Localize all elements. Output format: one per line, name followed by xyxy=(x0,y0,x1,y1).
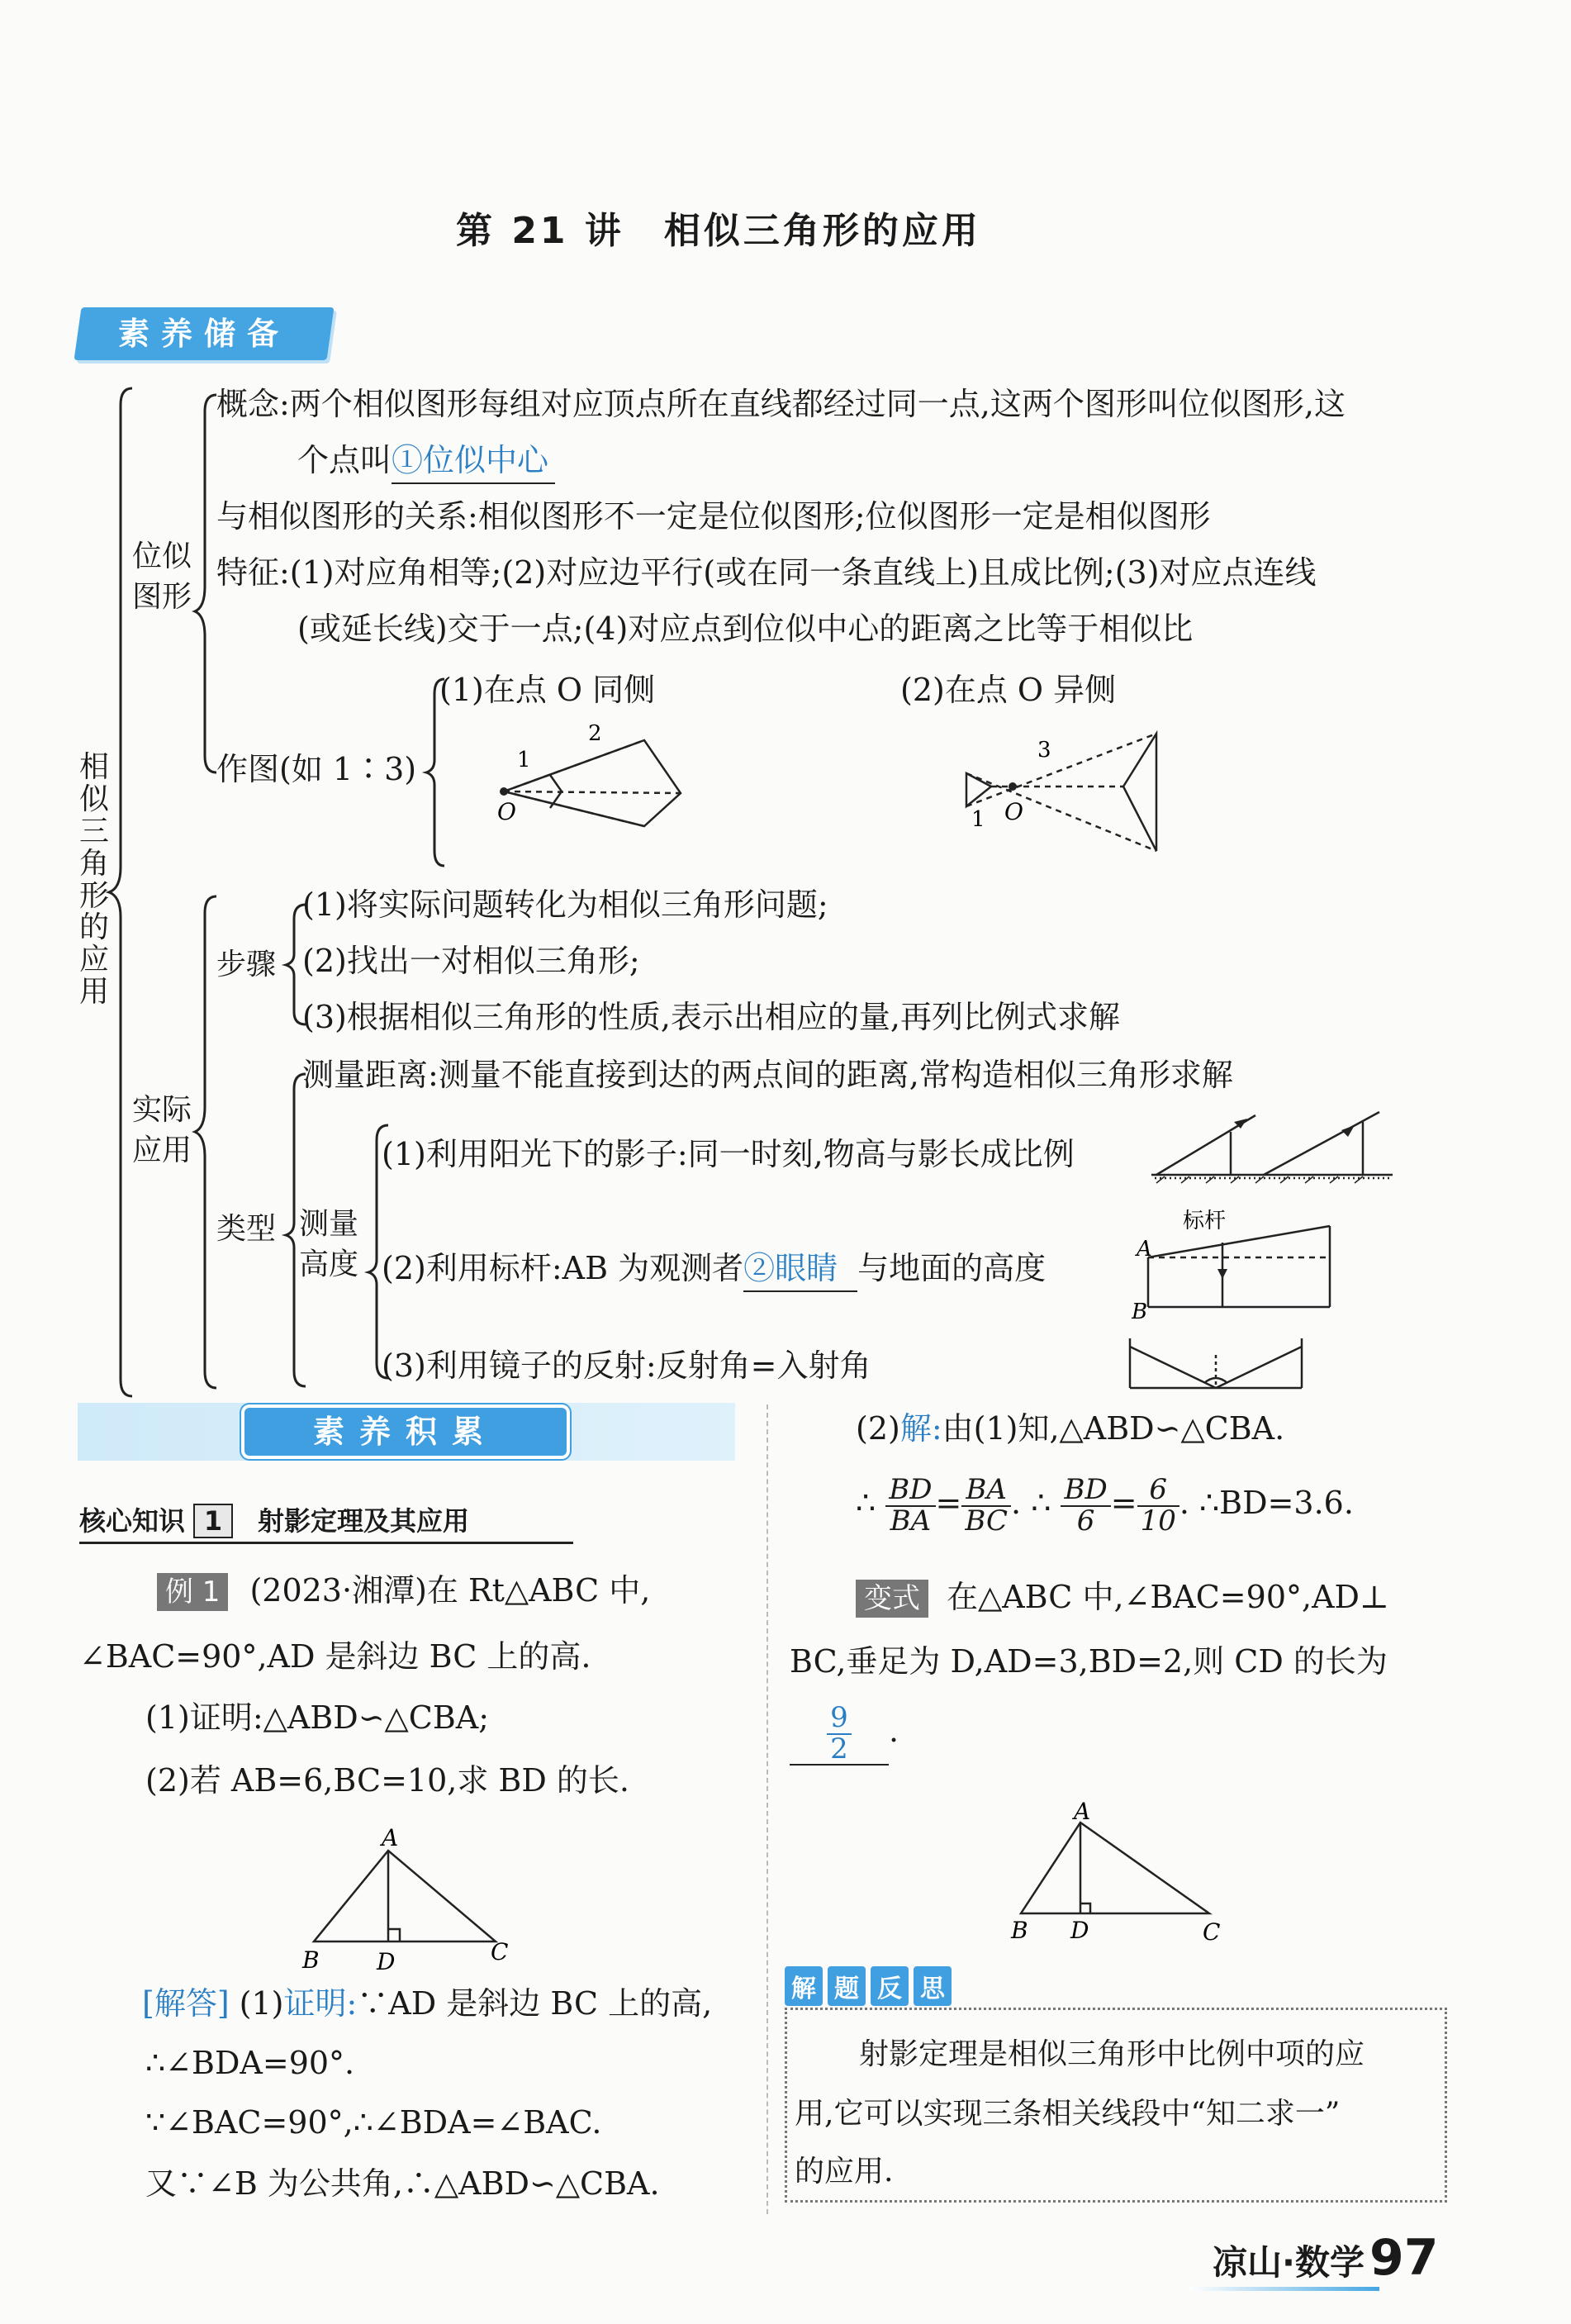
variant-figure xyxy=(999,1801,1239,1941)
answer-2-equation: ∴ $\frac{BD}{BA}$ = $\frac{BA}{BC}$ . ∴ $\frac{BD}{6}$ = $\frac{6}{10}$ . ∴BD=3.6. xyxy=(856,1473,1354,1537)
answer-2-post: 由(1)知,△ABD∽△CBA. xyxy=(942,1410,1285,1447)
height-method-2 xyxy=(382,1249,1046,1292)
frac-4-num: 6 xyxy=(1137,1476,1179,1507)
homothety-same-side-figure xyxy=(479,719,694,834)
section-name: 射影定理及其应用 xyxy=(258,1505,470,1537)
measure-distance: 测量距离:测量不能直接到达的两点间的距离,常构造相似三角形求解 xyxy=(302,1057,1233,1093)
answer-1-post: ∵AD 是斜边 BC 上的高, xyxy=(357,1985,713,2022)
steps-label: 步骤 xyxy=(216,948,277,981)
frac-bd-ba xyxy=(885,1473,935,1537)
frac-1-den: BA xyxy=(890,1504,932,1537)
section-prefix: 核心知识 xyxy=(79,1505,186,1537)
example-1-line2: ∠BAC=90°,AD 是斜边 BC 上的高. xyxy=(79,1638,591,1675)
example-1-q2: (2)若 AB=6,BC=10,求 BD 的长. xyxy=(145,1762,629,1799)
variant-answer-frac xyxy=(827,1701,852,1766)
svg-text:A: A xyxy=(1137,1237,1152,1262)
step-1: (1)将实际问题转化为相似三角形问题; xyxy=(302,886,828,923)
variant-answer: $\frac{9}{2}$ . xyxy=(790,1704,899,1766)
pole-figure xyxy=(1132,1208,1343,1324)
case-1-label: (1)在点 O 同侧 xyxy=(439,672,656,708)
height-method-1: (1)利用阳光下的影子:同一时刻,物高与影长成比例 xyxy=(382,1136,1075,1172)
variant-ans-den: 2 xyxy=(830,1732,848,1766)
step-2: (2)找出一对相似三角形; xyxy=(302,943,640,979)
svg-text:C: C xyxy=(1203,1918,1221,1941)
svg-text:B: B xyxy=(1011,1917,1028,1941)
reflection-tag-2: 题 xyxy=(828,1966,866,2006)
frac-3-den: 6 xyxy=(1076,1504,1095,1537)
footer-line xyxy=(1189,2287,1379,2291)
svg-text:B: B xyxy=(1132,1300,1148,1324)
weisi-concept-line2 xyxy=(297,441,555,484)
reflection-line2: 用,它可以实现三条相关线段中“知二求一” xyxy=(795,2097,1341,2131)
frac-6-10 xyxy=(1137,1473,1179,1537)
reflection-tag-3: 反 xyxy=(871,1966,909,2006)
variant-line1 xyxy=(856,1578,1389,1618)
weisi-feature-2: (或延长线)交于一点;(4)对应点到位似中心的距离之比等于相似比 xyxy=(297,611,1194,647)
weisi-concept: 概念:两个相似图形每组对应顶点所在直线都经过同一点,这两个图形叫位似图形,这 xyxy=(216,386,1346,422)
frac-2-den: BC xyxy=(965,1504,1009,1537)
section-number: 1 xyxy=(193,1504,233,1538)
section-underline xyxy=(79,1542,573,1544)
banner-accum xyxy=(244,1408,567,1456)
frac-3-num: BD xyxy=(1061,1476,1110,1507)
variant-line2: BC,垂足为 D,AD=3,BD=2,则 CD 的长为 xyxy=(790,1643,1388,1680)
answer-tag: [解答] xyxy=(142,1985,230,2022)
svg-text:C: C xyxy=(491,1938,509,1965)
footer-text: 凉山·数学 xyxy=(1213,2242,1365,2283)
pole-label: 标杆 xyxy=(1183,1209,1227,1233)
svg-text:A: A xyxy=(1074,1801,1091,1825)
svg-text:2: 2 xyxy=(588,721,602,746)
answer-1-pre: (1) xyxy=(239,1985,284,2022)
frac-1-num: BD xyxy=(885,1476,935,1507)
homothety-opposite-side-figure xyxy=(958,727,1173,859)
reflection-tags xyxy=(785,1966,956,2006)
svg-text:1: 1 xyxy=(971,807,985,832)
answer-solve-word: 解: xyxy=(899,1410,942,1447)
case-2-label: (2)在点 O 异侧 xyxy=(900,672,1117,708)
types-label: 类型 xyxy=(216,1212,277,1246)
reflection-line1: 射影定理是相似三角形中比例中项的应 xyxy=(859,2037,1365,2071)
banner-reserve-text: 素养储备 xyxy=(117,316,290,352)
example-1-figure xyxy=(297,1818,520,1975)
answer-1-line1 xyxy=(142,1984,712,2024)
variant-blank xyxy=(790,1701,889,1766)
svg-text:3: 3 xyxy=(1037,738,1051,763)
page-number: 97 xyxy=(1369,2229,1439,2287)
weisi-label: 位似图形 xyxy=(132,539,192,614)
frac-bd-6 xyxy=(1061,1473,1110,1537)
page-footer xyxy=(1213,2229,1438,2287)
svg-text:A: A xyxy=(382,1824,399,1851)
answer-2-pre: (2) xyxy=(856,1410,900,1447)
frac-4-den: 10 xyxy=(1140,1504,1176,1537)
frac-2-num: BA xyxy=(961,1476,1011,1507)
height-method-3: (3)利用镜子的反射:反射角=入射角 xyxy=(382,1347,871,1384)
example-1-q1: (1)证明:△ABD∽△CBA; xyxy=(145,1699,489,1736)
section-heading xyxy=(79,1500,469,1538)
svg-text:1: 1 xyxy=(517,748,531,772)
answer-2-line1 xyxy=(856,1409,1284,1449)
answer-1-line4: 又∵∠B 为公共角,∴△ABD∽△CBA. xyxy=(145,2165,660,2202)
eq-result: ∴BD=3.6. xyxy=(1199,1485,1354,1522)
variant-tag: 变式 xyxy=(856,1580,928,1618)
eq-therefore-2: ∴ xyxy=(1031,1485,1051,1522)
svg-text:B: B xyxy=(302,1946,320,1974)
answer-proof-word: 证明: xyxy=(283,1985,358,2022)
answer-1-line2: ∴∠BDA=90°. xyxy=(145,2045,355,2081)
svg-text:O: O xyxy=(1004,798,1023,825)
app-label: 实际应用 xyxy=(132,1093,192,1167)
reflection-tag-1: 解 xyxy=(785,1966,823,2006)
h2-post: 与地面的高度 xyxy=(857,1250,1047,1286)
frac-ba-bc xyxy=(961,1473,1011,1537)
example-tag: 例 1 xyxy=(157,1573,228,1611)
weisi-relation: 与相似图形的关系:相似图形不一定是位似图形;位似图形一定是相似图形 xyxy=(216,498,1211,535)
mirror-figure xyxy=(1125,1330,1307,1396)
concept2-pre: 个点叫 xyxy=(297,442,392,478)
reflection-line3: 的应用. xyxy=(795,2155,894,2189)
draw-label: 作图(如 1∶3) xyxy=(216,751,417,787)
banner-accum-text: 素养积累 xyxy=(312,1414,498,1450)
step-3: (3)根据相似三角形的性质,表示出相应的量,再列比例式求解 xyxy=(302,999,1120,1035)
svg-text:D: D xyxy=(1070,1917,1089,1941)
answer-2: ②眼睛 xyxy=(743,1249,857,1292)
variant-stem: 在△ABC 中,∠BAC=90°,AD⊥ xyxy=(947,1579,1389,1615)
svg-text:O: O xyxy=(497,798,516,825)
page-title: 第 21 讲 相似三角形的应用 xyxy=(456,210,981,252)
eq-therefore-1: ∴ xyxy=(856,1485,876,1522)
reflection-tag-4: 思 xyxy=(914,1966,952,2006)
shadow-figure xyxy=(1148,1107,1396,1198)
column-divider xyxy=(767,1404,768,2214)
variant-ans-num: 9 xyxy=(827,1704,852,1735)
answer-1: ①位似中心 xyxy=(392,441,555,484)
example-1-line1 xyxy=(157,1571,650,1611)
weisi-feature-1: 特征:(1)对应角相等;(2)对应边平行(或在同一条直线上)且成比例;(3)对应点连线 xyxy=(216,554,1317,591)
measure-height-label: 测量高度 xyxy=(299,1207,359,1281)
svg-text:D: D xyxy=(377,1948,396,1975)
root-label: 相似三角形的应用 xyxy=(78,750,109,1010)
answer-1-line3: ∵∠BAC=90°,∴∠BDA=∠BAC. xyxy=(145,2104,602,2141)
example-1-stem: (2023·湘潭)在 Rt△ABC 中, xyxy=(249,1572,651,1609)
h2-pre: (2)利用标杆:AB 为观测者 xyxy=(382,1250,744,1286)
